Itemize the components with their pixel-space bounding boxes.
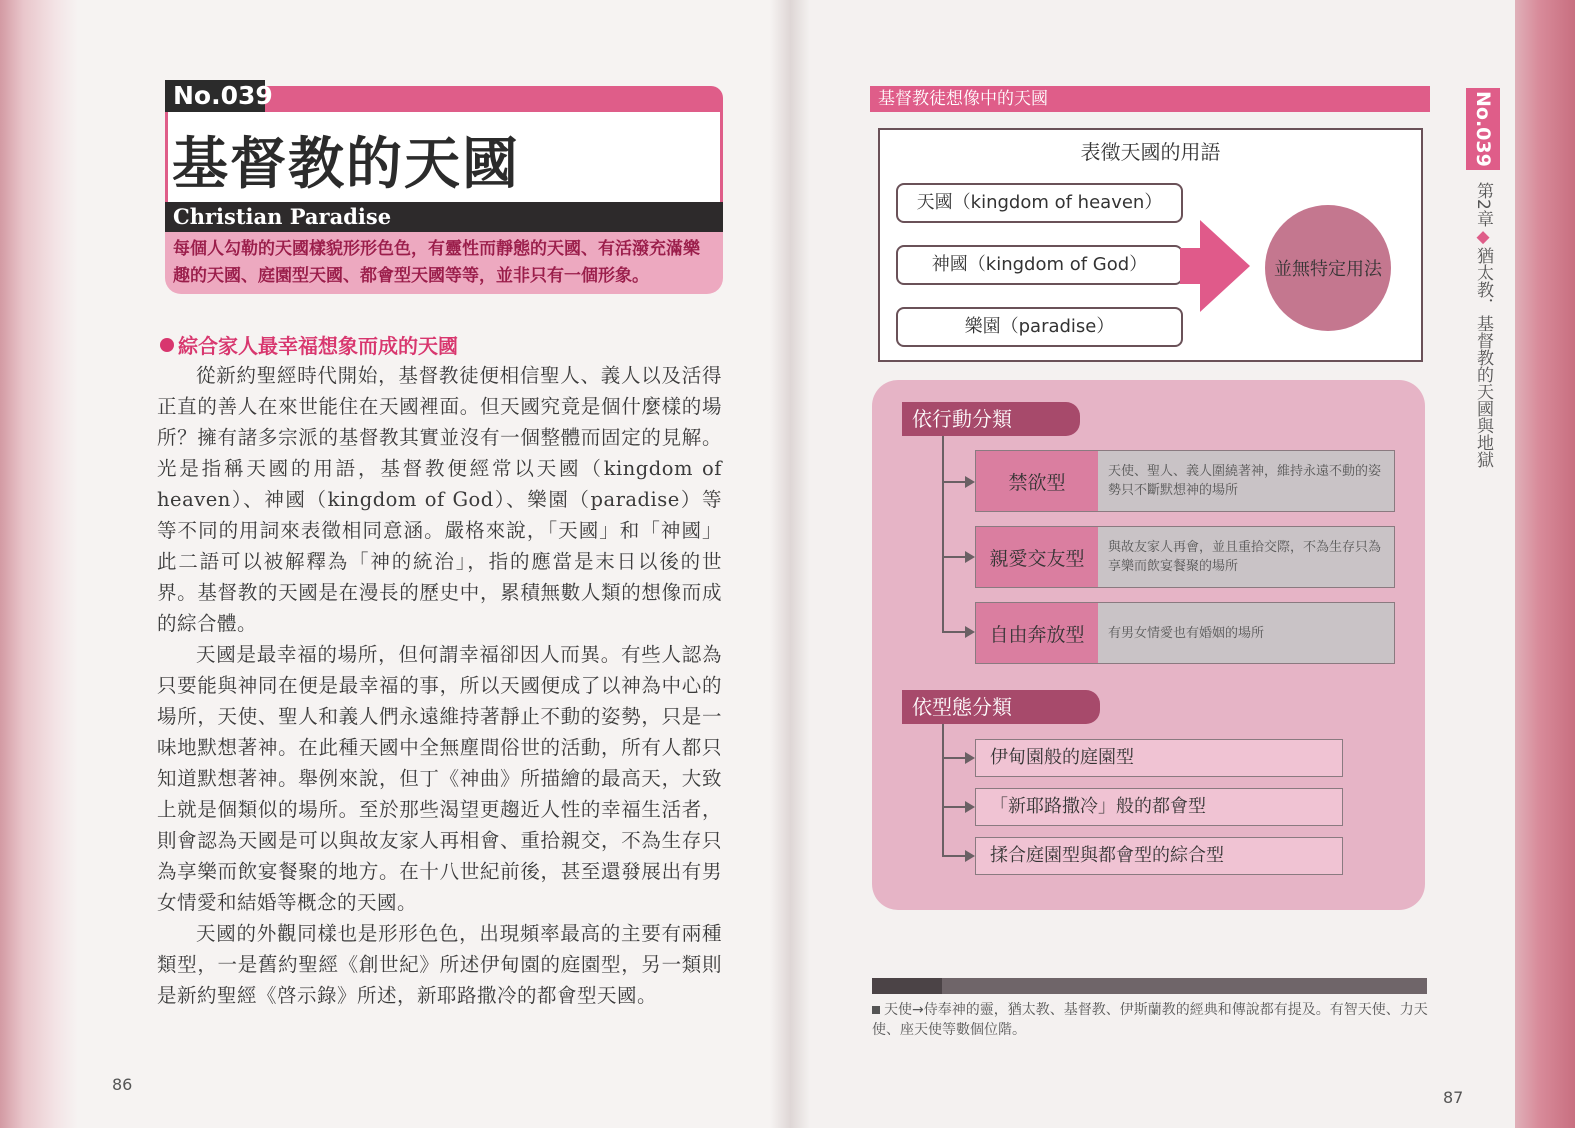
page-number-left: 86 — [112, 1075, 133, 1094]
tree-arrow-icon — [965, 752, 975, 764]
by-form-heading: 依型態分類 — [902, 690, 1100, 724]
notes-text — [872, 1000, 1432, 1040]
action-row — [975, 450, 1395, 512]
tree-branch — [942, 481, 967, 483]
header-pink-band — [265, 86, 723, 112]
tree-branch — [942, 631, 967, 633]
tree-arrow-icon — [965, 626, 975, 638]
term-item: 樂園（paradise） — [896, 307, 1183, 347]
side-entry-tab: No.039 — [1466, 88, 1500, 170]
action-type: 自由奔放型 — [976, 603, 1098, 663]
page-number-right: 87 — [1443, 1088, 1464, 1107]
left-page-edge — [0, 0, 78, 1128]
paragraph: 天國的外觀同樣也是形形色色，出現頻率最高的主要有兩種類型，一是舊約聖經《創世紀》所述伊甸園的庭園型，另一類則是新約聖經《啓示錄》所述，新耶路撒冷的都會型天國。 — [157, 922, 722, 1007]
tree-branch — [942, 806, 967, 808]
action-row — [975, 602, 1395, 664]
chapter-title: 猶太教．基督教的天國與地獄 — [1473, 246, 1493, 468]
action-row — [975, 526, 1395, 588]
action-type: 親愛交友型 — [976, 527, 1098, 587]
tree-branch — [942, 855, 967, 857]
right-arrow-icon — [1200, 220, 1250, 312]
entry-number: No.039 — [165, 80, 265, 112]
terms-heading: 表徵天國的用語 — [1080, 140, 1221, 164]
chapter-number: 第2章 — [1473, 182, 1493, 227]
section-heading-text: 綜合家人最幸福想象而成的天國 — [178, 334, 458, 358]
form-row: 「新耶路撒冷」般的都會型 — [975, 788, 1343, 826]
tree-branch — [942, 757, 967, 759]
tree-branch — [942, 556, 967, 558]
page-title: 基督教的天國 — [172, 132, 520, 197]
action-description: 與故友家人再會，並且重拾交際，不為生存只為享樂而飲宴餐聚的場所 — [1098, 527, 1394, 587]
term-item: 神國（kingdom of God） — [896, 245, 1183, 285]
action-description: 有男女情愛也有婚姻的場所 — [1098, 603, 1394, 663]
body-text — [157, 360, 722, 1011]
english-subtitle: Christian Paradise — [165, 202, 723, 232]
square-bullet-icon — [872, 1006, 880, 1014]
form-row: 揉合庭園型與都會型的綜合型 — [975, 837, 1343, 875]
tree-arrow-icon — [965, 850, 975, 862]
tree-arrow-icon — [965, 551, 975, 563]
notes-bar — [872, 978, 1427, 994]
notes-bar-label — [872, 978, 942, 994]
paragraph: 天國是最幸福的場所，但何謂幸福卻因人而異。有些人認為只要能與神同在便是最幸福的事，所以天國便成了以神為中心的場所，天使、聖人和義人們永遠維持著靜止不動的姿勢，只是一味地默想著神。在此種天國中全無塵間俗世的活動，所有人都只知道默想著神。舉例來說，但丁《神曲》所描繪的最高天，大致上就是個類似的場所。至於那些渴望更趨近人性的幸福生活者，則會認為天國是可以與故友家人再相會、重拾親交，不為生存只為享樂而飲宴餐聚的地方。在十八世紀前後，甚至還發展出有男女情愛和結婚等概念的天國。 — [157, 643, 722, 914]
section-heading — [160, 330, 458, 359]
book-gutter — [770, 0, 810, 1128]
diamond-icon: ◆ — [1473, 226, 1493, 247]
bullet-icon — [160, 338, 174, 352]
terms-result: 並無特定用法 — [1274, 259, 1382, 280]
terms-result-circle — [1265, 205, 1391, 331]
tree-arrow-icon — [965, 801, 975, 813]
tree-arrow-icon — [965, 476, 975, 488]
term-item: 天國（kingdom of heaven） — [896, 183, 1183, 223]
right-page-edge — [1515, 0, 1575, 1128]
summary-box: 每個人勾勒的天國樣貌形形色色，有靈性而靜態的天國、有活潑充滿樂趣的天國、庭園型天國、都會型天國等等，並非只有一個形象。 — [165, 232, 723, 294]
by-action-heading: 依行動分類 — [902, 402, 1080, 436]
paragraph: 從新約聖經時代開始，基督教徒便相信聖人、義人以及活得正直的善人在來世能住在天國裡面。但天國究竟是個什麼樣的場所？擁有諸多宗派的基督教其實並沒有一個整體而固定的見解。光是指稱天國的用語，基督教便經常以天國（kingdom of heaven）、神國（kingdom of God）、樂園（paradise）等等不同的用詞來表徵相同意涵。嚴格來說，「天國」和「神國」此二語可以被解釋為「神的統治」，指的應當是末日以後的世界。基督教的天國是在漫長的歷史中，累積無數人類的想像而成的綜合體。 — [157, 364, 722, 635]
figure-title: 基督教徒想像中的天國 — [870, 86, 1430, 112]
form-row: 伊甸園般的庭園型 — [975, 739, 1343, 777]
notes-body: 天使→侍奉神的靈，猶太教、基督教、伊斯蘭教的經典和傳說都有提及。有智天使、力天使、座天使等數個位階。 — [872, 1002, 1428, 1038]
tree-line — [942, 436, 944, 632]
tree-line — [942, 724, 944, 856]
action-description: 天使、聖人、義人圍繞著神，維持永遠不動的姿勢只不斷默想神的場所 — [1098, 451, 1394, 511]
side-chapter-label — [1470, 182, 1496, 468]
action-type: 禁欲型 — [976, 451, 1098, 511]
